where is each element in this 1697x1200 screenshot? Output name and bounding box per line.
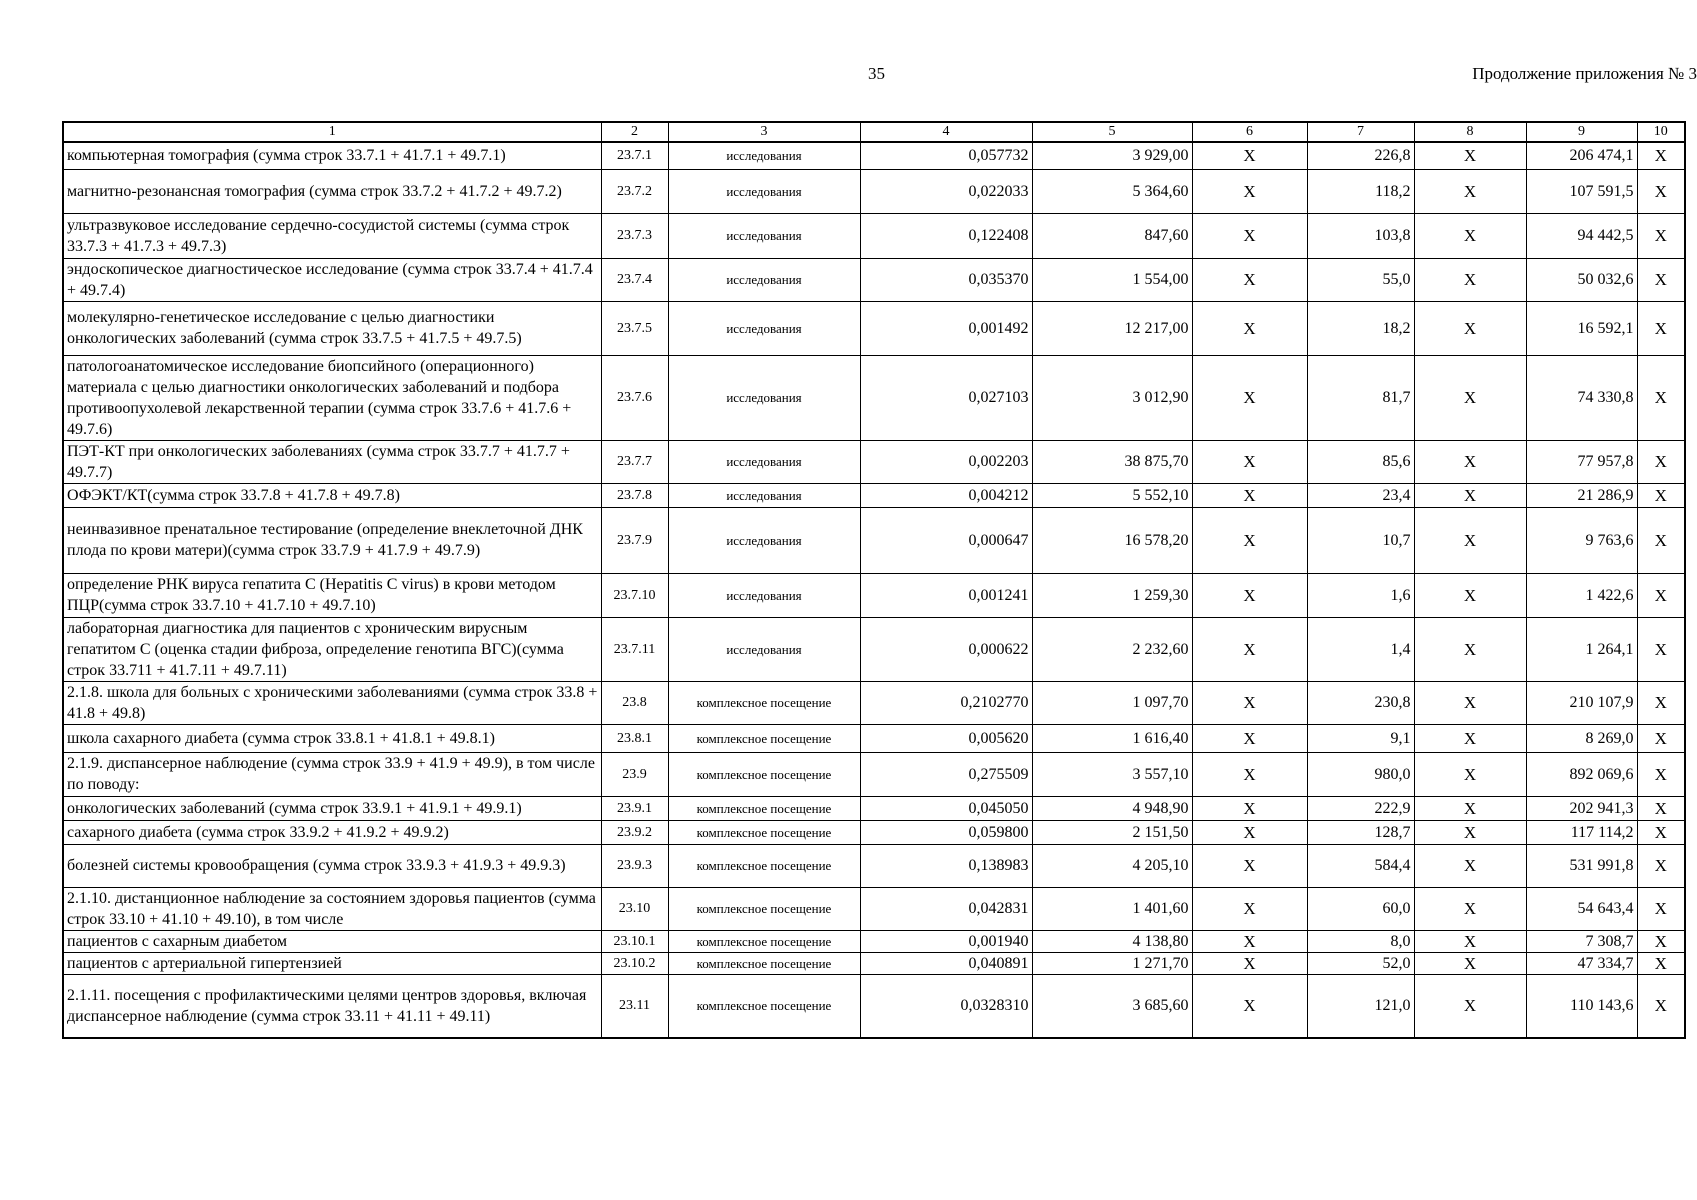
cost-cell: 1 554,00 (1032, 258, 1192, 301)
norm-value-cell: 0,042831 (860, 887, 1032, 930)
cost-cell: 3 929,00 (1032, 142, 1192, 169)
mark-x-cell: X (1637, 844, 1685, 887)
mark-x-cell: X (1192, 887, 1307, 930)
mark-x-cell: X (1192, 507, 1307, 573)
amount-cell: 206 474,1 (1526, 142, 1637, 169)
norm-value-cell: 0,275509 (860, 752, 1032, 796)
unit-cell: исследования (668, 213, 860, 258)
norm-value-cell: 0,005620 (860, 724, 1032, 752)
mark-x-cell: X (1637, 483, 1685, 507)
norm-value-cell: 0,001492 (860, 301, 1032, 355)
mark-x-cell: X (1414, 213, 1526, 258)
indicator-name-cell: лабораторная диагностика для пациентов с хроническим вирусным гепатитом С (оценка стадии фиброза, определение генотипа ВГС)(сумма строк 33.711 + 41.7.11 + 49.7.11) (63, 617, 601, 681)
column-header: 9 (1526, 122, 1637, 142)
mark-x-cell: X (1414, 617, 1526, 681)
table-row (63, 213, 1685, 258)
table-row (63, 681, 1685, 724)
mark-x-cell: X (1192, 796, 1307, 820)
value-cell: 9,1 (1307, 724, 1414, 752)
unit-cell: исследования (668, 440, 860, 483)
amount-cell: 892 069,6 (1526, 752, 1637, 796)
unit-cell: комплексное посещение (668, 796, 860, 820)
mark-x-cell: X (1414, 796, 1526, 820)
mark-x-cell: X (1637, 355, 1685, 440)
value-cell: 118,2 (1307, 169, 1414, 213)
line-number-cell: 23.11 (601, 974, 668, 1038)
table-row (63, 142, 1685, 169)
line-number-cell: 23.9.3 (601, 844, 668, 887)
line-number-cell: 23.10.2 (601, 952, 668, 974)
line-number-cell: 23.9 (601, 752, 668, 796)
norm-value-cell: 0,022033 (860, 169, 1032, 213)
value-cell: 18,2 (1307, 301, 1414, 355)
value-cell: 1,6 (1307, 573, 1414, 617)
line-number-cell: 23.10 (601, 887, 668, 930)
unit-cell: комплексное посещение (668, 844, 860, 887)
unit-cell: исследования (668, 301, 860, 355)
mark-x-cell: X (1637, 974, 1685, 1038)
table-row (63, 483, 1685, 507)
column-header: 3 (668, 122, 860, 142)
mark-x-cell: X (1414, 887, 1526, 930)
mark-x-cell: X (1192, 301, 1307, 355)
amount-cell: 54 643,4 (1526, 887, 1637, 930)
mark-x-cell: X (1637, 952, 1685, 974)
column-header: 2 (601, 122, 668, 142)
unit-cell: исследования (668, 355, 860, 440)
mark-x-cell: X (1414, 952, 1526, 974)
amount-cell: 1 264,1 (1526, 617, 1637, 681)
column-header: 4 (860, 122, 1032, 142)
table-row (63, 617, 1685, 681)
indicator-name-cell: патологоанатомическое исследование биопсийного (операционного) материала с целью диагностики онкологических заболеваний и подбора противоопухолевой лекарственной терапии (сумма строк 33.7.6 + 41.7.6 + 49.7.6) (63, 355, 601, 440)
column-header: 6 (1192, 122, 1307, 142)
norm-value-cell: 0,045050 (860, 796, 1032, 820)
line-number-cell: 23.8.1 (601, 724, 668, 752)
column-header: 10 (1637, 122, 1685, 142)
amount-cell: 9 763,6 (1526, 507, 1637, 573)
table-row (63, 440, 1685, 483)
mark-x-cell: X (1637, 169, 1685, 213)
column-header: 8 (1414, 122, 1526, 142)
table-row (63, 573, 1685, 617)
mark-x-cell: X (1192, 617, 1307, 681)
value-cell: 1,4 (1307, 617, 1414, 681)
norm-value-cell: 0,027103 (860, 355, 1032, 440)
unit-cell: комплексное посещение (668, 974, 860, 1038)
value-cell: 226,8 (1307, 142, 1414, 169)
norm-value-cell: 0,004212 (860, 483, 1032, 507)
table-row (63, 724, 1685, 752)
value-cell: 584,4 (1307, 844, 1414, 887)
norm-value-cell: 0,040891 (860, 952, 1032, 974)
unit-cell: исследования (668, 573, 860, 617)
indicator-name-cell: 2.1.10. дистанционное наблюдение за состоянием здоровья пациентов (сумма строк 33.10 + 41.10 + 49.10), в том числе (63, 887, 601, 930)
amount-cell: 1 422,6 (1526, 573, 1637, 617)
indicator-name-cell: магнитно-резонансная томография (сумма строк 33.7.2 + 41.7.2 + 49.7.2) (63, 169, 601, 213)
unit-cell: комплексное посещение (668, 952, 860, 974)
mark-x-cell: X (1192, 844, 1307, 887)
indicator-name-cell: школа сахарного диабета (сумма строк 33.8.1 + 41.8.1 + 49.8.1) (63, 724, 601, 752)
mark-x-cell: X (1192, 724, 1307, 752)
indicator-name-cell: эндоскопическое диагностическое исследование (сумма строк 33.7.4 + 41.7.4 + 49.7.4) (63, 258, 601, 301)
column-header: 5 (1032, 122, 1192, 142)
line-number-cell: 23.9.1 (601, 796, 668, 820)
line-number-cell: 23.7.8 (601, 483, 668, 507)
cost-cell: 1 401,60 (1032, 887, 1192, 930)
norm-value-cell: 0,000647 (860, 507, 1032, 573)
indicator-name-cell: пациентов с сахарным диабетом (63, 930, 601, 952)
value-cell: 8,0 (1307, 930, 1414, 952)
cost-cell: 1 271,70 (1032, 952, 1192, 974)
table-row (63, 844, 1685, 887)
value-cell: 81,7 (1307, 355, 1414, 440)
indicator-name-cell: 2.1.9. диспансерное наблюдение (сумма строк 33.9 + 41.9 + 49.9), в том числе по поводу: (63, 752, 601, 796)
unit-cell: комплексное посещение (668, 724, 860, 752)
cost-cell: 5 552,10 (1032, 483, 1192, 507)
mark-x-cell: X (1414, 301, 1526, 355)
mark-x-cell: X (1192, 169, 1307, 213)
amount-cell: 50 032,6 (1526, 258, 1637, 301)
appendix-continuation-note: Продолжение приложения № 3 (1472, 64, 1697, 83)
norm-value-cell: 0,122408 (860, 213, 1032, 258)
line-number-cell: 23.9.2 (601, 820, 668, 844)
indicator-name-cell: пациентов с артериальной гипертензией (63, 952, 601, 974)
unit-cell: исследования (668, 483, 860, 507)
indicator-name-cell: молекулярно-генетическое исследование с целью диагностики онкологических заболеваний (сумма строк 33.7.5 + 41.7.5 + 49.7.5) (63, 301, 601, 355)
mark-x-cell: X (1637, 724, 1685, 752)
amount-cell: 110 143,6 (1526, 974, 1637, 1038)
mark-x-cell: X (1192, 974, 1307, 1038)
mark-x-cell: X (1637, 617, 1685, 681)
mark-x-cell: X (1414, 820, 1526, 844)
mark-x-cell: X (1414, 724, 1526, 752)
unit-cell: исследования (668, 258, 860, 301)
mark-x-cell: X (1192, 930, 1307, 952)
table-row (63, 820, 1685, 844)
mark-x-cell: X (1414, 844, 1526, 887)
table-row (63, 258, 1685, 301)
norm-value-cell: 0,001940 (860, 930, 1032, 952)
mark-x-cell: X (1414, 752, 1526, 796)
column-header: 1 (63, 122, 601, 142)
amount-cell: 107 591,5 (1526, 169, 1637, 213)
mark-x-cell: X (1192, 681, 1307, 724)
unit-cell: исследования (668, 617, 860, 681)
norm-value-cell: 0,035370 (860, 258, 1032, 301)
cost-cell: 2 151,50 (1032, 820, 1192, 844)
cost-cell: 3 557,10 (1032, 752, 1192, 796)
indicator-name-cell: ОФЭКТ/КТ(сумма строк 33.7.8 + 41.7.8 + 49.7.8) (63, 483, 601, 507)
amount-cell: 21 286,9 (1526, 483, 1637, 507)
table-row (63, 301, 1685, 355)
table-row (63, 355, 1685, 440)
data-table (62, 121, 1686, 1039)
mark-x-cell: X (1637, 930, 1685, 952)
table-row (63, 887, 1685, 930)
table-row (63, 169, 1685, 213)
mark-x-cell: X (1192, 213, 1307, 258)
mark-x-cell: X (1637, 752, 1685, 796)
indicator-name-cell: 2.1.11. посещения с профилактическими целями центров здоровья, включая диспансерное наблюдение (сумма строк 33.11 + 41.11 + 49.11) (63, 974, 601, 1038)
mark-x-cell: X (1637, 258, 1685, 301)
unit-cell: исследования (668, 169, 860, 213)
value-cell: 85,6 (1307, 440, 1414, 483)
value-cell: 23,4 (1307, 483, 1414, 507)
mark-x-cell: X (1414, 142, 1526, 169)
value-cell: 121,0 (1307, 974, 1414, 1038)
cost-cell: 1 259,30 (1032, 573, 1192, 617)
amount-cell: 77 957,8 (1526, 440, 1637, 483)
value-cell: 128,7 (1307, 820, 1414, 844)
unit-cell: комплексное посещение (668, 820, 860, 844)
indicator-name-cell: определение РНК вируса гепатита С (Hepatitis C virus) в крови методом ПЦР(сумма строк 33.7.10 + 41.7.10 + 49.7.10) (63, 573, 601, 617)
indicator-name-cell: 2.1.8. школа для больных с хроническими заболеваниями (сумма строк 33.8 + 41.8 + 49.8) (63, 681, 601, 724)
value-cell: 52,0 (1307, 952, 1414, 974)
amount-cell: 531 991,8 (1526, 844, 1637, 887)
table-row (63, 507, 1685, 573)
table-row (63, 952, 1685, 974)
cost-cell: 16 578,20 (1032, 507, 1192, 573)
cost-cell: 1 097,70 (1032, 681, 1192, 724)
norm-value-cell: 0,057732 (860, 142, 1032, 169)
norm-value-cell: 0,138983 (860, 844, 1032, 887)
indicator-name-cell: болезней системы кровообращения (сумма строк 33.9.3 + 41.9.3 + 49.9.3) (63, 844, 601, 887)
line-number-cell: 23.7.7 (601, 440, 668, 483)
value-cell: 10,7 (1307, 507, 1414, 573)
mark-x-cell: X (1192, 258, 1307, 301)
line-number-cell: 23.7.9 (601, 507, 668, 573)
cost-cell: 4 138,80 (1032, 930, 1192, 952)
cost-cell: 5 364,60 (1032, 169, 1192, 213)
mark-x-cell: X (1414, 355, 1526, 440)
mark-x-cell: X (1414, 974, 1526, 1038)
table-row (63, 974, 1685, 1038)
mark-x-cell: X (1414, 507, 1526, 573)
indicator-name-cell: ультразвуковое исследование сердечно-сосудистой системы (сумма строк 33.7.3 + 41.7.3 + 49.7.3) (63, 213, 601, 258)
mark-x-cell: X (1637, 440, 1685, 483)
mark-x-cell: X (1192, 355, 1307, 440)
cost-cell: 2 232,60 (1032, 617, 1192, 681)
mark-x-cell: X (1637, 887, 1685, 930)
amount-cell: 202 941,3 (1526, 796, 1637, 820)
value-cell: 55,0 (1307, 258, 1414, 301)
table-row (63, 752, 1685, 796)
line-number-cell: 23.7.6 (601, 355, 668, 440)
mark-x-cell: X (1414, 573, 1526, 617)
column-number-header-row (63, 122, 1685, 142)
value-cell: 230,8 (1307, 681, 1414, 724)
cost-cell: 847,60 (1032, 213, 1192, 258)
amount-cell: 47 334,7 (1526, 952, 1637, 974)
unit-cell: комплексное посещение (668, 887, 860, 930)
value-cell: 60,0 (1307, 887, 1414, 930)
mark-x-cell: X (1637, 213, 1685, 258)
page-number: 35 (868, 64, 885, 83)
unit-cell: комплексное посещение (668, 930, 860, 952)
norm-value-cell: 0,0328310 (860, 974, 1032, 1038)
mark-x-cell: X (1637, 573, 1685, 617)
line-number-cell: 23.10.1 (601, 930, 668, 952)
line-number-cell: 23.7.10 (601, 573, 668, 617)
column-header: 7 (1307, 122, 1414, 142)
indicator-name-cell: ПЭТ-КТ при онкологических заболеваниях (сумма строк 33.7.7 + 41.7.7 + 49.7.7) (63, 440, 601, 483)
table-row (63, 796, 1685, 820)
amount-cell: 7 308,7 (1526, 930, 1637, 952)
value-cell: 222,9 (1307, 796, 1414, 820)
norm-value-cell: 0,002203 (860, 440, 1032, 483)
line-number-cell: 23.8 (601, 681, 668, 724)
mark-x-cell: X (1192, 752, 1307, 796)
mark-x-cell: X (1192, 952, 1307, 974)
amount-cell: 210 107,9 (1526, 681, 1637, 724)
amount-cell: 117 114,2 (1526, 820, 1637, 844)
mark-x-cell: X (1414, 681, 1526, 724)
line-number-cell: 23.7.5 (601, 301, 668, 355)
amount-cell: 8 269,0 (1526, 724, 1637, 752)
line-number-cell: 23.7.11 (601, 617, 668, 681)
line-number-cell: 23.7.3 (601, 213, 668, 258)
mark-x-cell: X (1414, 258, 1526, 301)
cost-cell: 3 685,60 (1032, 974, 1192, 1038)
mark-x-cell: X (1637, 507, 1685, 573)
mark-x-cell: X (1192, 573, 1307, 617)
cost-cell: 4 948,90 (1032, 796, 1192, 820)
norm-value-cell: 0,001241 (860, 573, 1032, 617)
norm-value-cell: 0,2102770 (860, 681, 1032, 724)
amount-cell: 74 330,8 (1526, 355, 1637, 440)
mark-x-cell: X (1414, 440, 1526, 483)
cost-cell: 4 205,10 (1032, 844, 1192, 887)
indicator-name-cell: компьютерная томография (сумма строк 33.7.1 + 41.7.1 + 49.7.1) (63, 142, 601, 169)
mark-x-cell: X (1192, 440, 1307, 483)
line-number-cell: 23.7.2 (601, 169, 668, 213)
amount-cell: 16 592,1 (1526, 301, 1637, 355)
mark-x-cell: X (1414, 169, 1526, 213)
amount-cell: 94 442,5 (1526, 213, 1637, 258)
norm-value-cell: 0,000622 (860, 617, 1032, 681)
unit-cell: исследования (668, 142, 860, 169)
norm-value-cell: 0,059800 (860, 820, 1032, 844)
cost-cell: 38 875,70 (1032, 440, 1192, 483)
indicator-name-cell: сахарного диабета (сумма строк 33.9.2 + 41.9.2 + 49.9.2) (63, 820, 601, 844)
value-cell: 980,0 (1307, 752, 1414, 796)
line-number-cell: 23.7.1 (601, 142, 668, 169)
cost-cell: 1 616,40 (1032, 724, 1192, 752)
unit-cell: комплексное посещение (668, 752, 860, 796)
unit-cell: исследования (668, 507, 860, 573)
indicator-name-cell: неинвазивное пренатальное тестирование (определение внеклеточной ДНК плода по крови матери)(сумма строк 33.7.9 + 41.7.9 + 49.7.9) (63, 507, 601, 573)
mark-x-cell: X (1192, 142, 1307, 169)
mark-x-cell: X (1414, 930, 1526, 952)
mark-x-cell: X (1637, 796, 1685, 820)
cost-cell: 3 012,90 (1032, 355, 1192, 440)
mark-x-cell: X (1637, 681, 1685, 724)
unit-cell: комплексное посещение (668, 681, 860, 724)
line-number-cell: 23.7.4 (601, 258, 668, 301)
value-cell: 103,8 (1307, 213, 1414, 258)
table-row (63, 930, 1685, 952)
mark-x-cell: X (1192, 820, 1307, 844)
mark-x-cell: X (1637, 301, 1685, 355)
cost-cell: 12 217,00 (1032, 301, 1192, 355)
indicator-name-cell: онкологических заболеваний (сумма строк 33.9.1 + 41.9.1 + 49.9.1) (63, 796, 601, 820)
mark-x-cell: X (1637, 820, 1685, 844)
mark-x-cell: X (1192, 483, 1307, 507)
mark-x-cell: X (1414, 483, 1526, 507)
mark-x-cell: X (1637, 142, 1685, 169)
